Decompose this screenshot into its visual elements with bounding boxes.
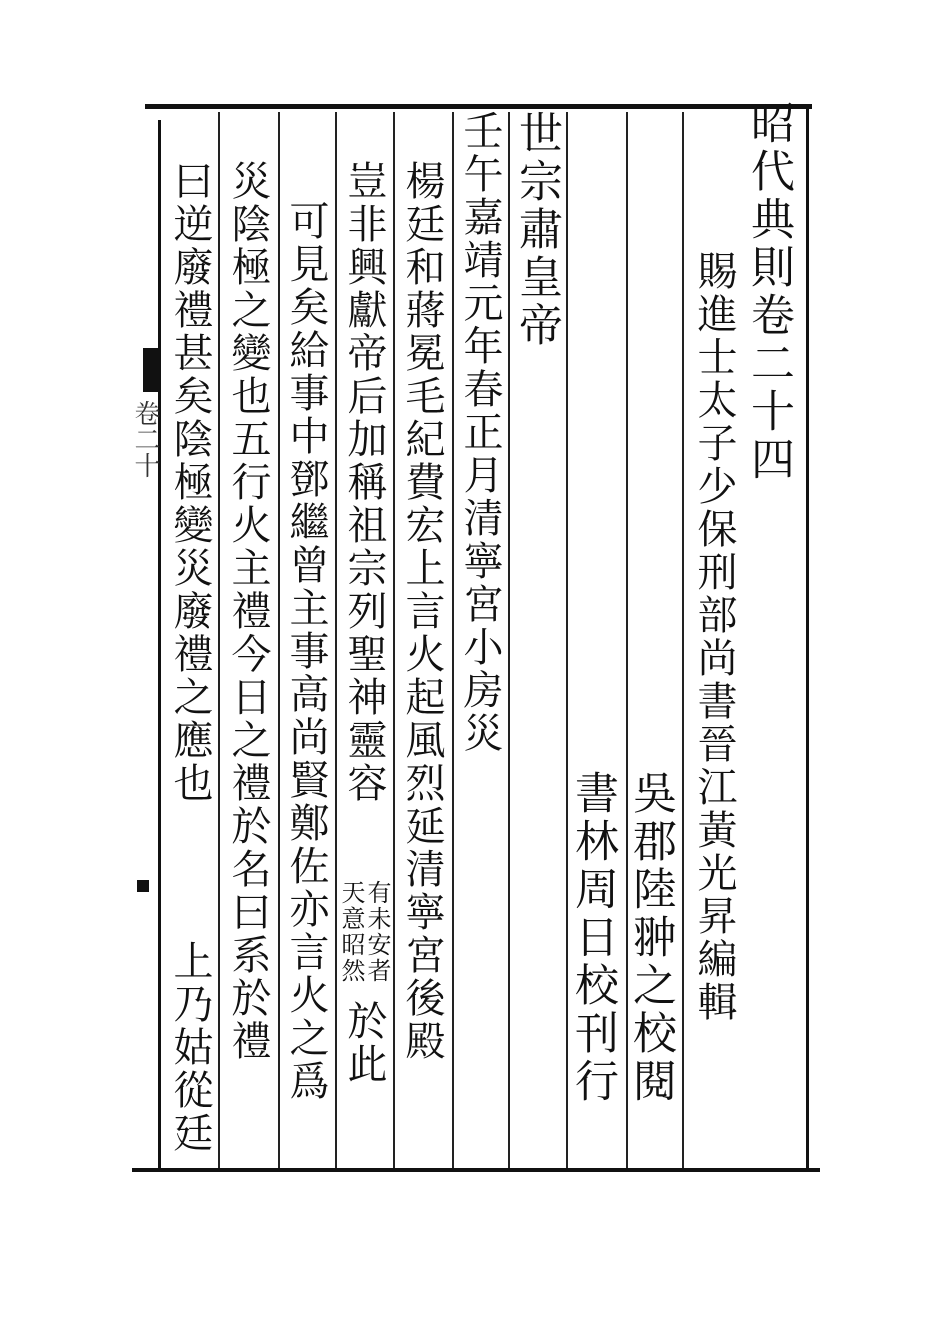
text-line: 曰逆廢禮甚矣陰極變災廢禮之應也 (167, 160, 213, 805)
publisher-line: 書林周日校刊行 (567, 770, 618, 1106)
frame-left-rule (158, 120, 161, 1170)
fold-volume-label: 卷二十 (130, 400, 160, 478)
section-title: 世宗肅皇帝 (511, 110, 562, 350)
fold-dot-mark (137, 880, 149, 892)
column-divider (218, 112, 220, 1168)
text-line: 壬午嘉靖元年春正月清寧宮小房災 (457, 110, 503, 755)
frame-right-rule (806, 106, 809, 1170)
frame-bottom-rule (132, 1168, 820, 1172)
column-divider (393, 112, 395, 1168)
text-line: 楊廷和蔣冕毛紀費宏上言火起風烈延清寧宮後殿 (399, 160, 445, 1063)
proofreader-line: 吳郡陸翀之校閱 (625, 770, 676, 1106)
text-line: 可見矣給事中鄧繼曾主事高尚賢鄭佐亦言火之爲 (283, 200, 329, 1103)
fold-fish-tail-mark (143, 348, 161, 392)
frame-top-rule (145, 104, 812, 109)
column-divider (682, 112, 684, 1168)
text-line: 災陰極之變也五行火主禮今日之禮於名曰系於禮 (225, 160, 271, 1063)
book-title: 昭代典則卷二十四 (743, 100, 794, 484)
author-line: 賜進士太子少保刑部尚書晉江黃光昇編輯 (691, 250, 737, 1024)
interlinear-note: 天意昭然 (337, 880, 365, 984)
column-divider (335, 112, 337, 1168)
text-line: 於此 (341, 1000, 387, 1086)
text-line-continued: 上乃姑從廷 (167, 940, 213, 1155)
text-line: 豈非興獻帝后加稱祖宗列聖神靈容 (341, 160, 387, 805)
interlinear-note: 有未安者 (363, 880, 391, 984)
